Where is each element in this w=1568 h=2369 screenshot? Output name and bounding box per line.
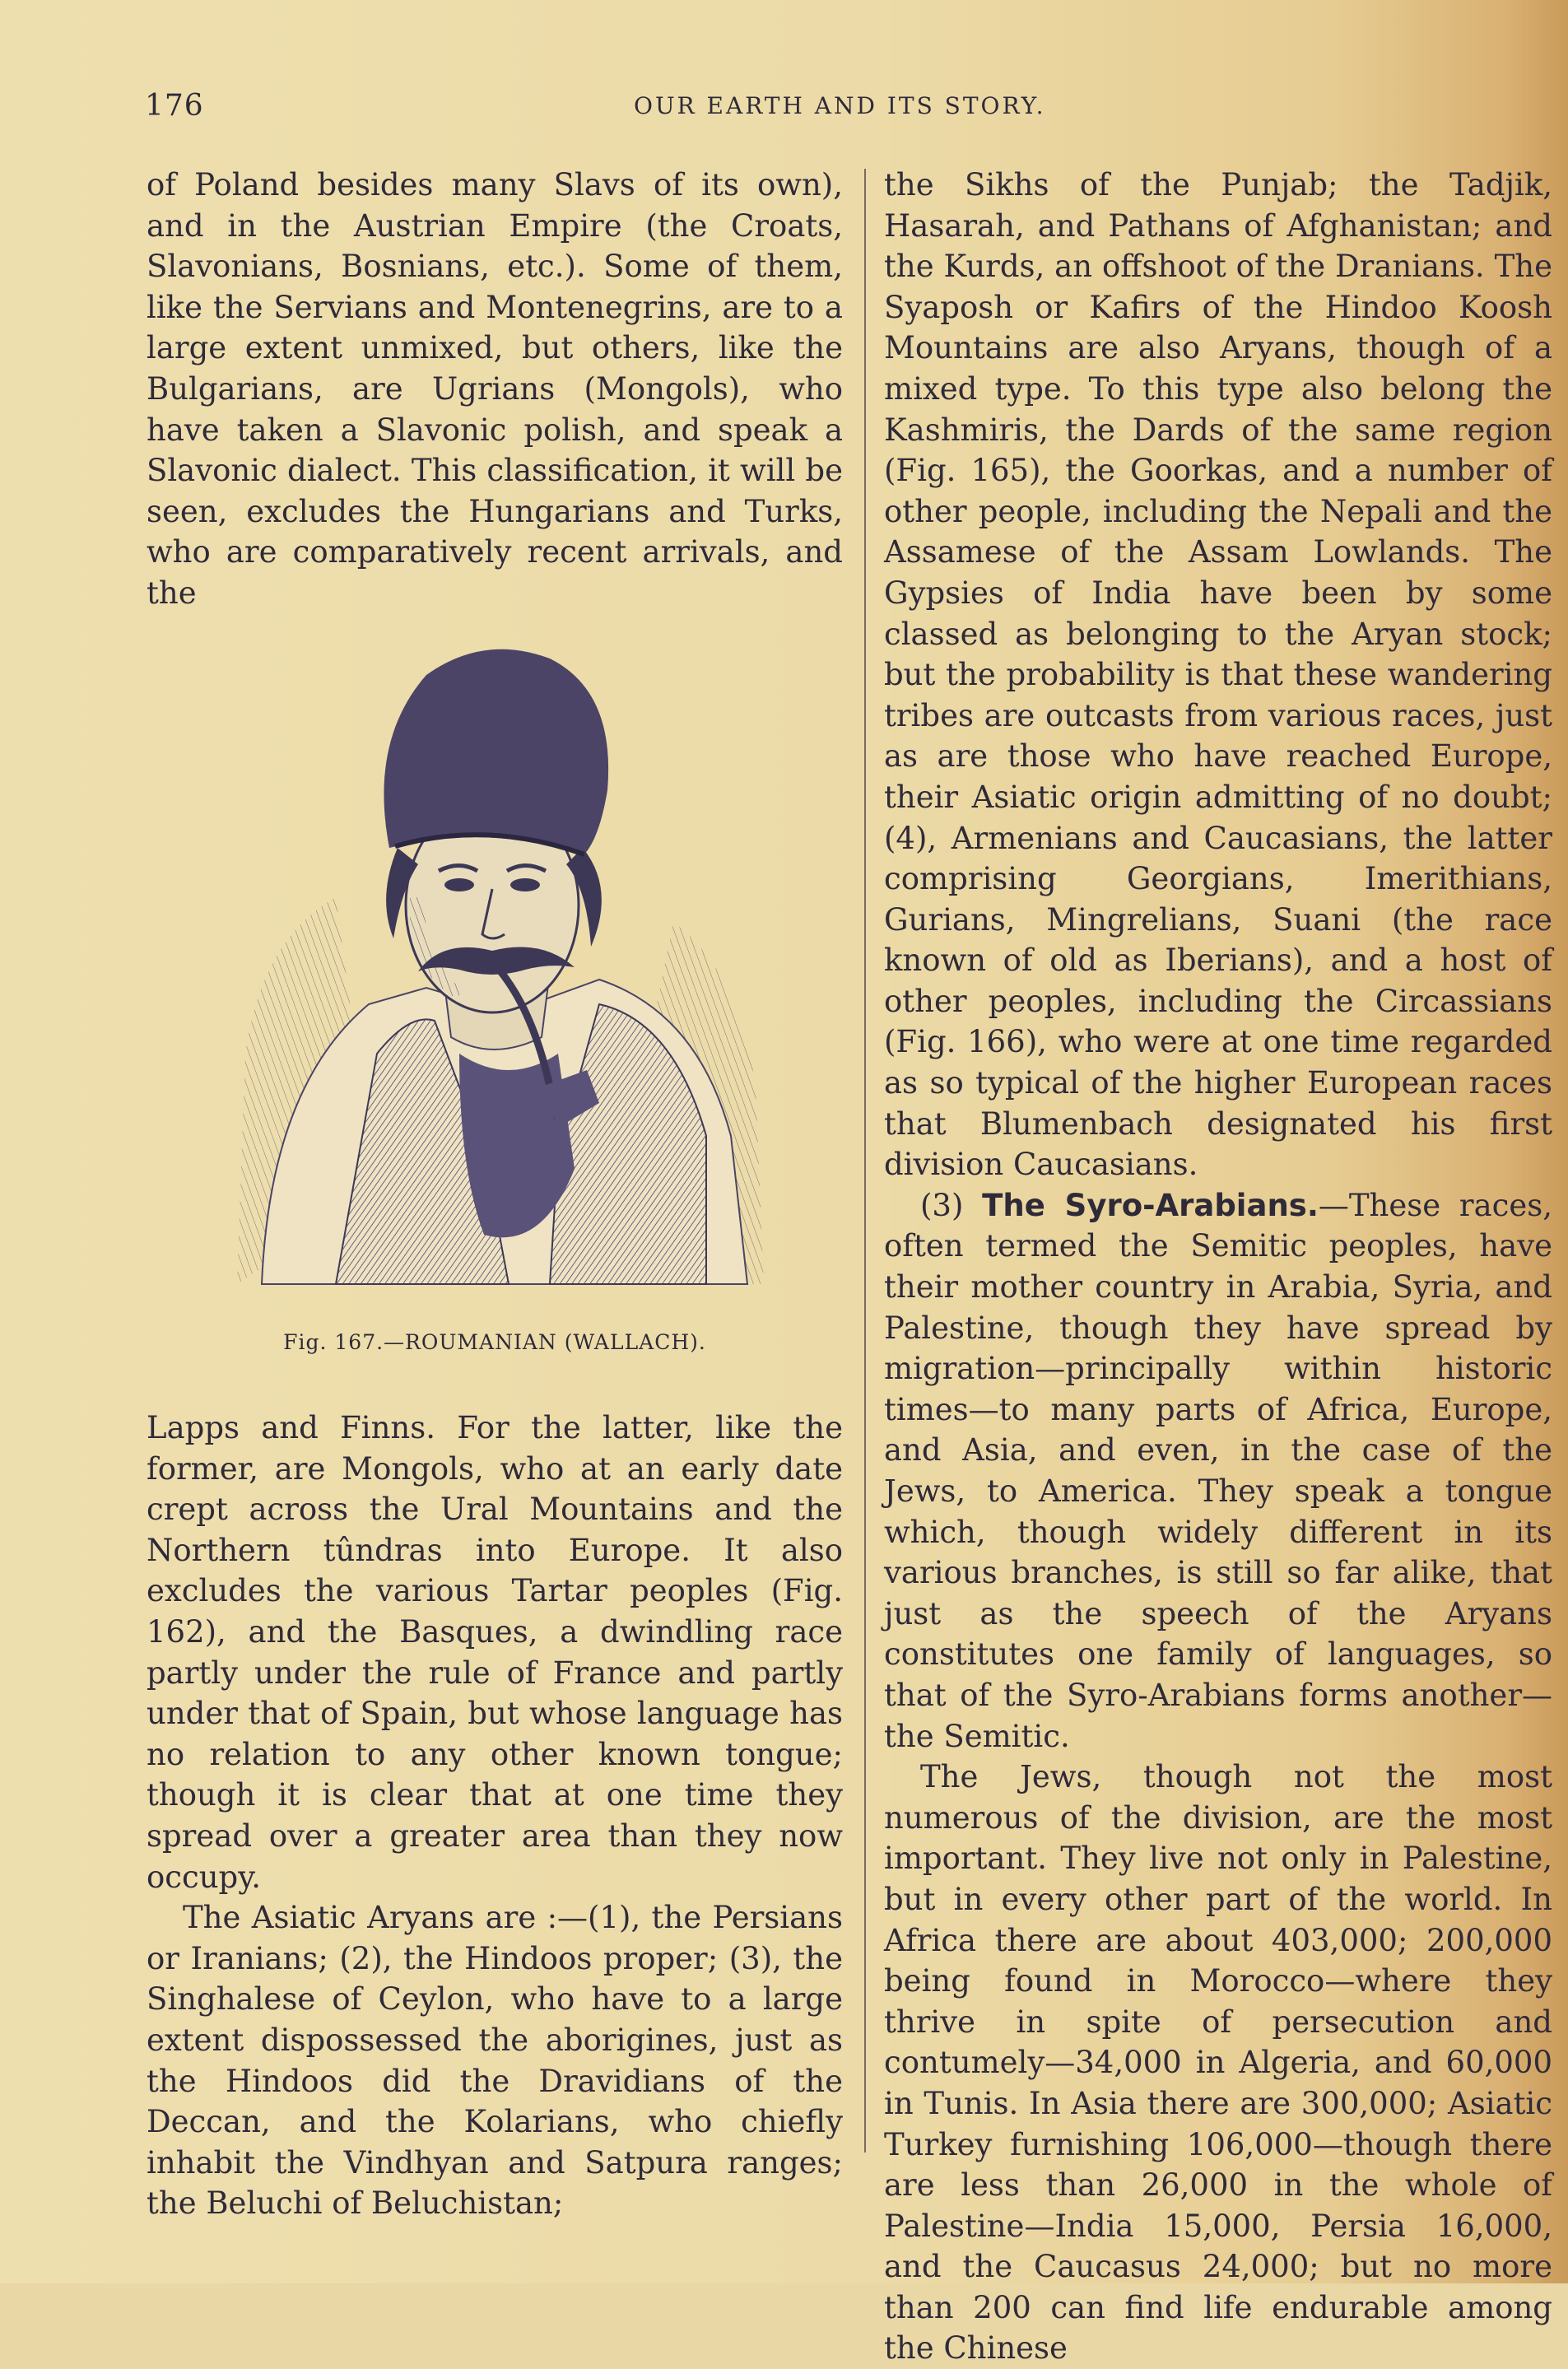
left-paragraph-2: Lapps and Finns. For the latter, like the former, are Mongols, who at an early date crept across the Ural Mountains and the Northern tûndras into Europe. It also excludes the various Tartar peoples (Fig. 162), and the Basques, a dwindling race partly under the rule of France and partly under that of Spain, but whose language has no relation to any other known tongue; though it is clear that at one time they spread over a greater area than they now occupy. bbox=[147, 1410, 843, 1895]
right-paragraph-1: the Sikhs of the Punjab; the Tadjik, Hasarah, and Pathans of Afghanistan; and the Kurds, an offshoot of the Dranians. The Syaposh or Kafirs of the Hindoo Koosh Mountains are also Aryans, though of a mixed type. To this type also belong the Kashmiris, the Dards of the same region (Fig. 165), the Goorkas, and a number of other people, including the Nepali and the Assamese of the Assam Lowlands. The Gypsies of India have been by some classed as belonging to the Aryan stock; but the probability is that these wandering tribes are outcasts from various races, just as are those who have reached Europe, their Asiatic origin admitting of no doubt; (4), Armenians and Caucasians, the latter comprising Georgians, Imerithians, Gurians, Mingrelians, Suani (the race known of old as Iberians), and a host of other peoples, including the Circassians (Fig. 166), who were at one time regarded as so typical of the higher European races that Blumenbach designated his first division Caucasians. bbox=[884, 167, 1552, 1183]
right-paragraph-3: The Jews, though not the most numerous of the division, are the most important. They live not only in Palestine, but in every other part of the world. In Africa there are about 403,000; 200,000 being found in Morocco—where they thrive in spite of persecution and contumely—34,000 in Algeria, and 60,000 in Tunis. In Asia there are 300,000; Asiatic Turkey furnishing 106,000—though there are less than 26,000 in the whole of Palestine—India 15,000, Persia 16,000, and the Caucasus 24,000; but no more than 200 can find life endurable among the Chinese bbox=[884, 1759, 1552, 2367]
left-column bbox=[147, 165, 843, 2222]
running-title: OUR EARTH AND ITS STORY. bbox=[634, 92, 1046, 119]
section-paragraph bbox=[884, 1185, 1552, 1757]
right-paragraph-2: —These races, often termed the Semitic peoples, have their mother country in Arabia, Syria, and Palestine, though they have spread by migration—principally within historic times—to many parts of Africa, Europe, and Asia, and even, in the case of the Jews, to America. They speak a tongue which, though widely different in its various branches, is still so far alike, that just as the speech of the Aryans constitutes one family of languages, so that of the Syro-Arabians forms another—the Semitic. bbox=[884, 1187, 1553, 1754]
column-divider bbox=[864, 169, 866, 2153]
roumanian-portrait-engraving bbox=[212, 626, 772, 1317]
left-paragraph-1: of Poland besides many Slavs of its own), and in the Austrian Empire (the Croats, Slavonians, Bosnians, etc.). Some of them, like the Servians and Montenegrins, are to a large extent unmixed, but others, like the Bulgarians, are Ugrians (Mongols), who have taken a Slavonic polish, and speak a Slavonic dialect. This classification, it will be seen, excludes the Hungarians and Turks, who are comparatively recent arrivals, and the bbox=[147, 167, 843, 611]
left-paragraph-3: The Asiatic Aryans are :—(1), the Persians or Iranians; (2), the Hindoos proper; (3), the Singhalese of Ceylon, who have to a large extent dispossessed the aborigines, just as the Hindoos did the Dravidians of the Deccan, and the Kolarians, who chiefly inhabit the Vindhyan and Satpura ranges; the Beluchi of Beluchistan; bbox=[147, 1900, 843, 2222]
section-number: (3) bbox=[920, 1187, 964, 1223]
page-number: 176 bbox=[145, 89, 204, 123]
figure-caption: Fig. 167.—ROUMANIAN (WALLACH). bbox=[283, 1330, 706, 1354]
section-heading: The Syro-Arabians. bbox=[982, 1187, 1319, 1223]
right-column bbox=[884, 165, 1553, 2367]
figure-167 bbox=[147, 626, 843, 1457]
page-header bbox=[0, 89, 1568, 130]
